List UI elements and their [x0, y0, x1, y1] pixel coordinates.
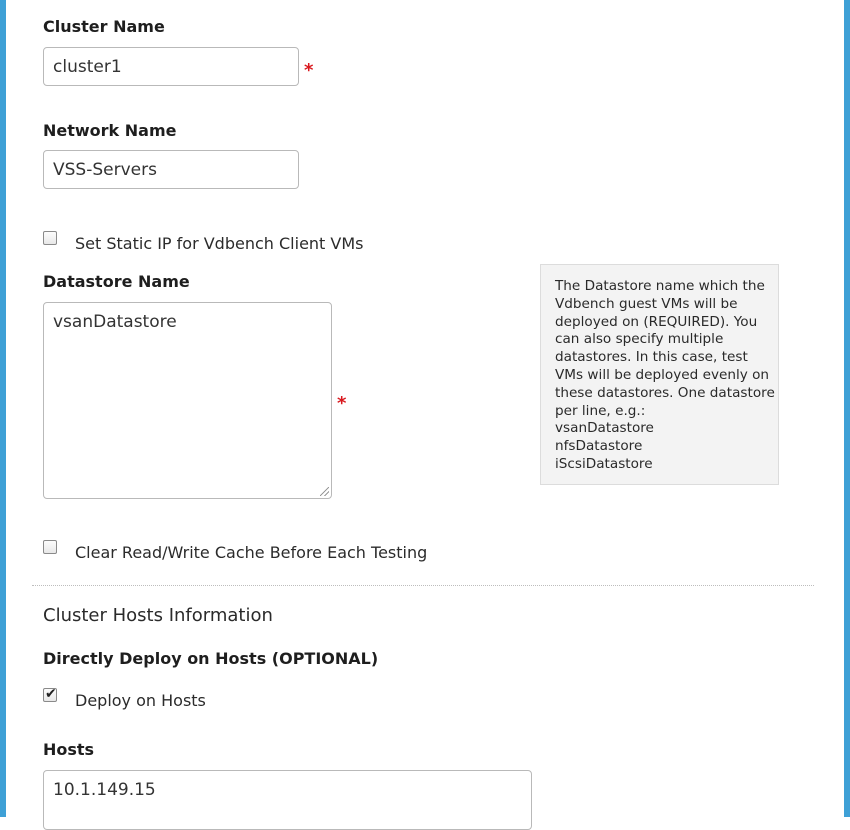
help-line: deployed on (REQUIRED). You — [555, 313, 758, 330]
cluster-name-label: Cluster Name — [43, 17, 165, 36]
datastore-name-label: Datastore Name — [43, 272, 190, 291]
help-line: vsanDatastore — [555, 420, 654, 437]
hosts-label: Hosts — [43, 740, 95, 759]
help-line: Vdbench guest VMs will be — [555, 295, 738, 312]
section-divider — [32, 585, 814, 586]
network-name-label: Network Name — [43, 121, 177, 140]
static-ip-checkbox[interactable] — [43, 231, 57, 245]
cluster-name-input[interactable] — [43, 47, 299, 86]
help-line: The Datastore name which the — [555, 278, 765, 294]
help-line: datastores. In this case, test — [555, 349, 748, 366]
datastore-name-textarea[interactable] — [43, 302, 332, 499]
help-line: can also specify multiple — [555, 331, 724, 348]
direct-deploy-subheading: Directly Deploy on Hosts (OPTIONAL) — [43, 649, 379, 668]
deploy-on-hosts-checkbox[interactable] — [43, 688, 57, 702]
datastore-name-required-marker: * — [337, 393, 347, 414]
network-name-input[interactable] — [43, 150, 299, 189]
help-line: these datastores. One datastore — [555, 384, 775, 401]
window-frame-left — [0, 0, 6, 817]
clear-cache-label: Clear Read/Write Cache Before Each Testing — [75, 543, 428, 562]
clear-cache-checkbox[interactable] — [43, 540, 57, 554]
help-line: nfsDatastore — [555, 438, 643, 455]
static-ip-label: Set Static IP for Vdbench Client VMs — [75, 234, 364, 253]
help-line: per line, e.g.: — [555, 402, 646, 419]
checkmark-icon: ✔ — [45, 686, 57, 702]
hosts-textarea[interactable] — [43, 770, 532, 830]
window-frame-right — [844, 0, 850, 817]
help-line: iScsiDatastore — [555, 455, 653, 472]
cluster-name-required-marker: * — [304, 60, 314, 81]
help-line: VMs will be deployed evenly on — [555, 366, 770, 383]
textarea-resize-handle[interactable] — [320, 487, 329, 496]
deploy-on-hosts-label: Deploy on Hosts — [75, 691, 206, 710]
cluster-hosts-section-title: Cluster Hosts Information — [43, 605, 273, 626]
datastore-help-box — [540, 264, 779, 485]
